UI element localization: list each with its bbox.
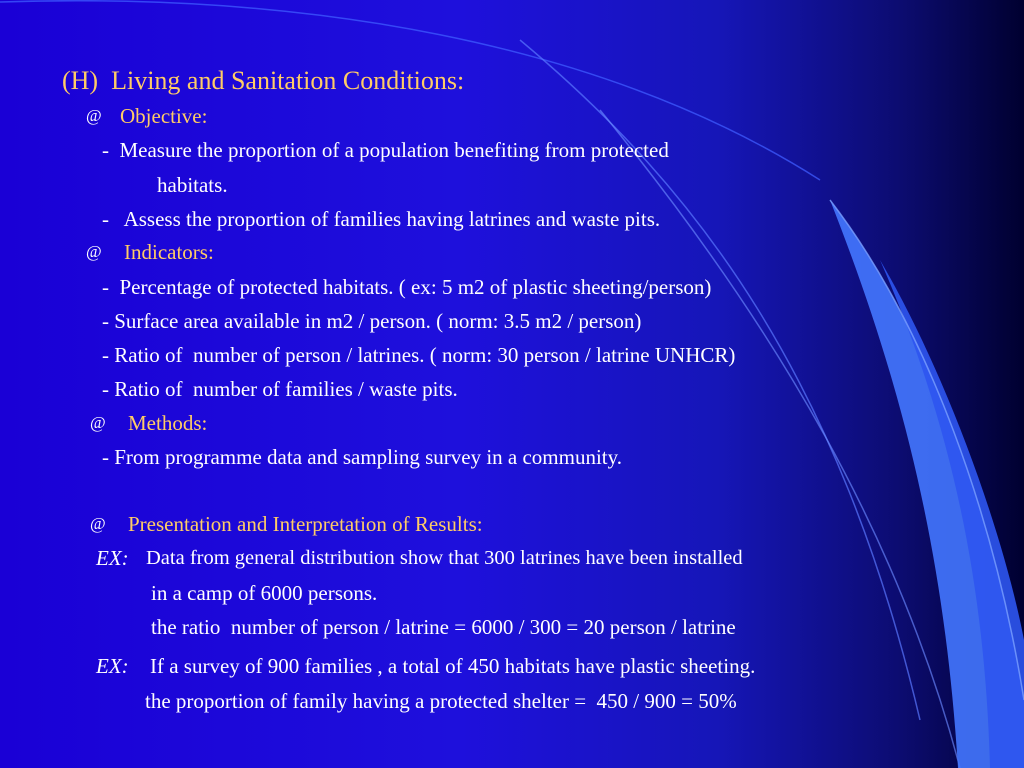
objective-item-2: - Assess the proportion of families having latrines and waste pits. xyxy=(102,207,661,231)
indicator-item-2: - Surface area available in m2 / person. ( norm: 3.5 m2 / person) xyxy=(102,309,642,333)
at-bullet-methods: @ xyxy=(90,413,106,432)
objective-heading: Objective: xyxy=(120,104,208,128)
methods-heading: Methods: xyxy=(128,411,208,435)
example-2-line-2: the proportion of family having a protected shelter = 450 / 900 = 50% xyxy=(145,689,737,713)
at-bullet-indicators: @ xyxy=(86,242,102,261)
example-1-line-1: Data from general distribution show that 300 latrines have been installed xyxy=(146,547,743,569)
at-bullet-objective: @ xyxy=(86,106,102,125)
indicator-item-4: - Ratio of number of families / waste pits. xyxy=(102,377,458,401)
example-2-line-1: If a survey of 900 families , a total of 450 habitats have plastic sheeting. xyxy=(150,654,756,678)
indicator-item-1: - Percentage of protected habitats. ( ex: 5 m2 of plastic sheeting/person) xyxy=(102,275,712,299)
example-2-label: EX: xyxy=(96,654,129,678)
indicator-item-3: - Ratio of number of person / latrines. ( norm: 30 person / latrine UNHCR) xyxy=(102,343,736,367)
methods-item-1: - From programme data and sampling survey in a community. xyxy=(102,445,623,469)
example-1-label: EX: xyxy=(96,546,129,570)
example-1-line-3: the ratio number of person / latrine = 6000 / 300 = 20 person / latrine xyxy=(151,615,736,639)
indicators-heading: Indicators: xyxy=(124,240,214,264)
slide-title: (H) Living and Sanitation Conditions: xyxy=(62,66,465,95)
presentation-heading: Presentation and Interpretation of Results: xyxy=(128,512,483,536)
example-1-line-2: in a camp of 6000 persons. xyxy=(151,581,378,605)
objective-item-1-cont: habitats. xyxy=(157,173,228,197)
objective-item-1: - Measure the proportion of a population benefiting from protected xyxy=(102,138,669,162)
at-bullet-presentation: @ xyxy=(90,514,106,533)
